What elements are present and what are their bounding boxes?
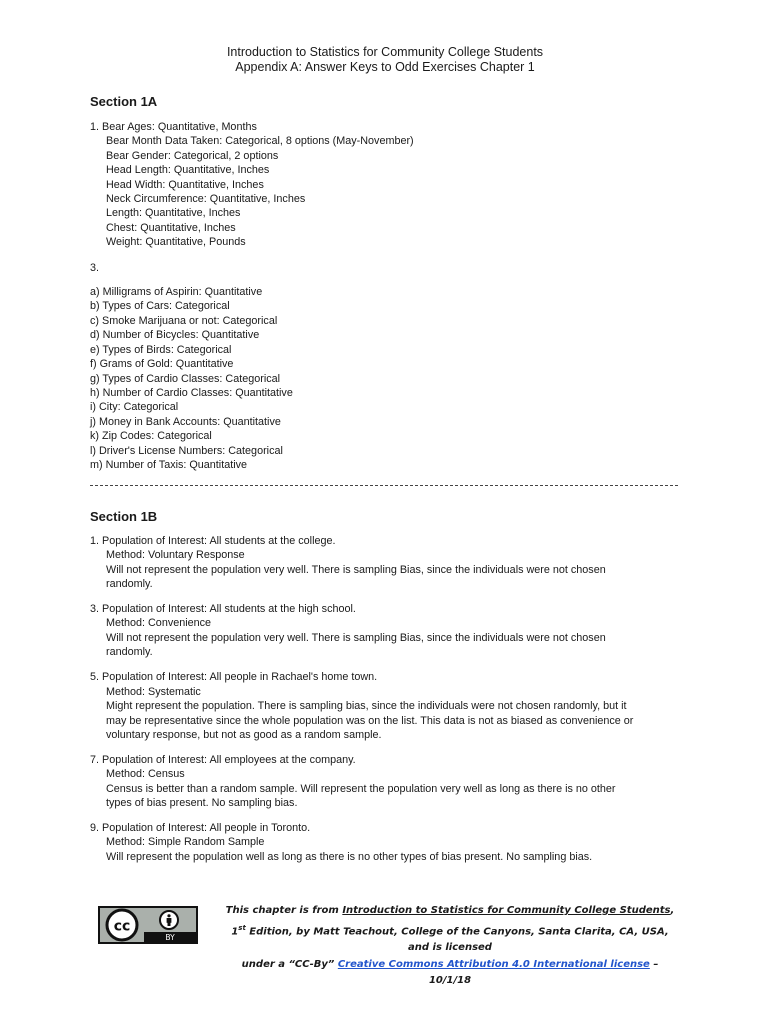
cc-icon-text: cc bbox=[113, 918, 131, 935]
s1a-ex3-item: d) Number of Bicycles: Quantitative bbox=[90, 329, 260, 341]
s1a-ex3-item: h) Number of Cardio Classes: Quantitative bbox=[90, 387, 293, 399]
by-label: BY bbox=[165, 933, 175, 942]
s1b-ex1-line: randomly. bbox=[106, 578, 153, 590]
s1a-ex3-number: 3. bbox=[90, 262, 100, 274]
s1b-ex3-line: randomly. bbox=[106, 646, 153, 658]
license-footer bbox=[220, 903, 680, 990]
section-1b-heading: Section 1B bbox=[90, 509, 158, 524]
s1b-ex5-line: Method: Systematic bbox=[106, 686, 201, 698]
s1b-ex9-line: Method: Simple Random Sample bbox=[106, 836, 265, 848]
s1a-ex3-item: k) Zip Codes: Categorical bbox=[90, 430, 212, 442]
dashed-divider bbox=[90, 485, 678, 486]
s1b-ex9-line: Will represent the population well as long as there is no other types of bias present. No sampling bias. bbox=[106, 851, 593, 863]
s1a-ex3-item: l) Driver's License Numbers: Categorical bbox=[90, 445, 283, 457]
license-link[interactable]: Creative Commons Attribution 4.0 International license bbox=[337, 958, 650, 970]
s1b-ex1-line: Method: Voluntary Response bbox=[106, 549, 245, 561]
footer-line-3 bbox=[220, 957, 680, 990]
footer-text: – 10/1/18 bbox=[428, 958, 659, 987]
s1a-ex1-line: Bear Month Data Taken: Categorical, 8 options (May-November) bbox=[106, 135, 414, 147]
s1b-ex9-line: 9. Population of Interest: All people in Toronto. bbox=[90, 822, 311, 834]
s1b-ex7-line: Census is better than a random sample. Will represent the population very well as long as there is no other bbox=[106, 783, 616, 795]
s1b-ex5-line: voluntary response, but not as good as a random sample. bbox=[106, 729, 382, 741]
s1b-ex1-line: Will not represent the population very well. There is sampling Bias, since the individuals were not chosen bbox=[106, 564, 606, 576]
s1a-ex1-line: Bear Gender: Categorical, 2 options bbox=[106, 150, 279, 162]
page-header bbox=[0, 45, 770, 75]
s1b-ex3-line: Method: Convenience bbox=[106, 617, 212, 629]
footer-text: 1 bbox=[231, 925, 239, 937]
s1b-ex3-line: 3. Population of Interest: All students at the high school. bbox=[90, 603, 356, 615]
s1b-ex3-line: Will not represent the population very well. There is sampling Bias, since the individuals were not chosen bbox=[106, 632, 606, 644]
footer-text: st bbox=[238, 923, 246, 932]
document-subtitle: Appendix A: Answer Keys to Odd Exercises Chapter 1 bbox=[235, 60, 535, 74]
footer-text: Edition, by Matt Teachout, College of the Canyons, Santa Clarita, CA, USA, and is licensed bbox=[245, 925, 669, 954]
s1a-ex3-item: a) Milligrams of Aspirin: Quantitative bbox=[90, 286, 263, 298]
s1a-ex1-line: Chest: Quantitative, Inches bbox=[106, 222, 236, 234]
s1a-ex1-line: Length: Quantitative, Inches bbox=[106, 207, 241, 219]
s1b-ex1-line: 1. Population of Interest: All students at the college. bbox=[90, 535, 336, 547]
s1a-ex3-item: j) Money in Bank Accounts: Quantitative bbox=[90, 416, 281, 428]
s1a-ex1-line: 1. Bear Ages: Quantitative, Months bbox=[90, 121, 257, 133]
footer-text: under a “CC-By” bbox=[241, 958, 338, 970]
s1a-ex3-item: e) Types of Birds: Categorical bbox=[90, 344, 232, 356]
s1a-ex1-line: Neck Circumference: Quantitative, Inches bbox=[106, 193, 306, 205]
s1b-ex7-line: types of bias present. No sampling bias. bbox=[106, 797, 298, 809]
s1a-ex3-item: m) Number of Taxis: Quantitative bbox=[90, 459, 248, 471]
s1b-ex5-line: 5. Population of Interest: All people in Rachael's home town. bbox=[90, 671, 378, 683]
s1b-ex5-line: may be representative since the whole population was on the list. This data is not as biased as convenience or bbox=[106, 715, 634, 727]
s1b-ex7-line: Method: Census bbox=[106, 768, 185, 780]
section-1a-heading: Section 1A bbox=[90, 94, 158, 109]
cc-by-logo-graphic bbox=[100, 908, 196, 942]
book-title-link[interactable]: Introduction to Statistics for Community College Students bbox=[342, 905, 671, 916]
document-title: Introduction to Statistics for Community College Students bbox=[226, 45, 544, 59]
s1a-ex1-line: Weight: Quantitative, Pounds bbox=[106, 236, 246, 248]
s1a-ex3-item: b) Types of Cars: Categorical bbox=[90, 300, 230, 312]
s1a-ex1-line: Head Width: Quantitative, Inches bbox=[106, 179, 264, 191]
footer-text: This chapter is from bbox=[225, 905, 343, 916]
s1a-ex1-line: Head Length: Quantitative, Inches bbox=[106, 164, 270, 176]
s1a-ex3-item: i) City: Categorical bbox=[90, 401, 179, 413]
footer-line-1 bbox=[220, 903, 680, 920]
footer-text: , bbox=[670, 905, 675, 916]
s1b-ex5-line: Might represent the population. There is sampling bias, since the individuals were not chosen randomly, but it bbox=[106, 700, 627, 712]
s1b-ex7-line: 7. Population of Interest: All employees at the company. bbox=[90, 754, 356, 766]
s1a-ex3-item: c) Smoke Marijuana or not: Categorical bbox=[90, 315, 278, 327]
footer-line-2 bbox=[220, 920, 680, 957]
s1a-ex3-item: g) Types of Cardio Classes: Categorical bbox=[90, 373, 281, 385]
s1a-ex3-item: f) Grams of Gold: Quantitative bbox=[90, 358, 234, 370]
cc-by-license-badge bbox=[98, 906, 198, 944]
